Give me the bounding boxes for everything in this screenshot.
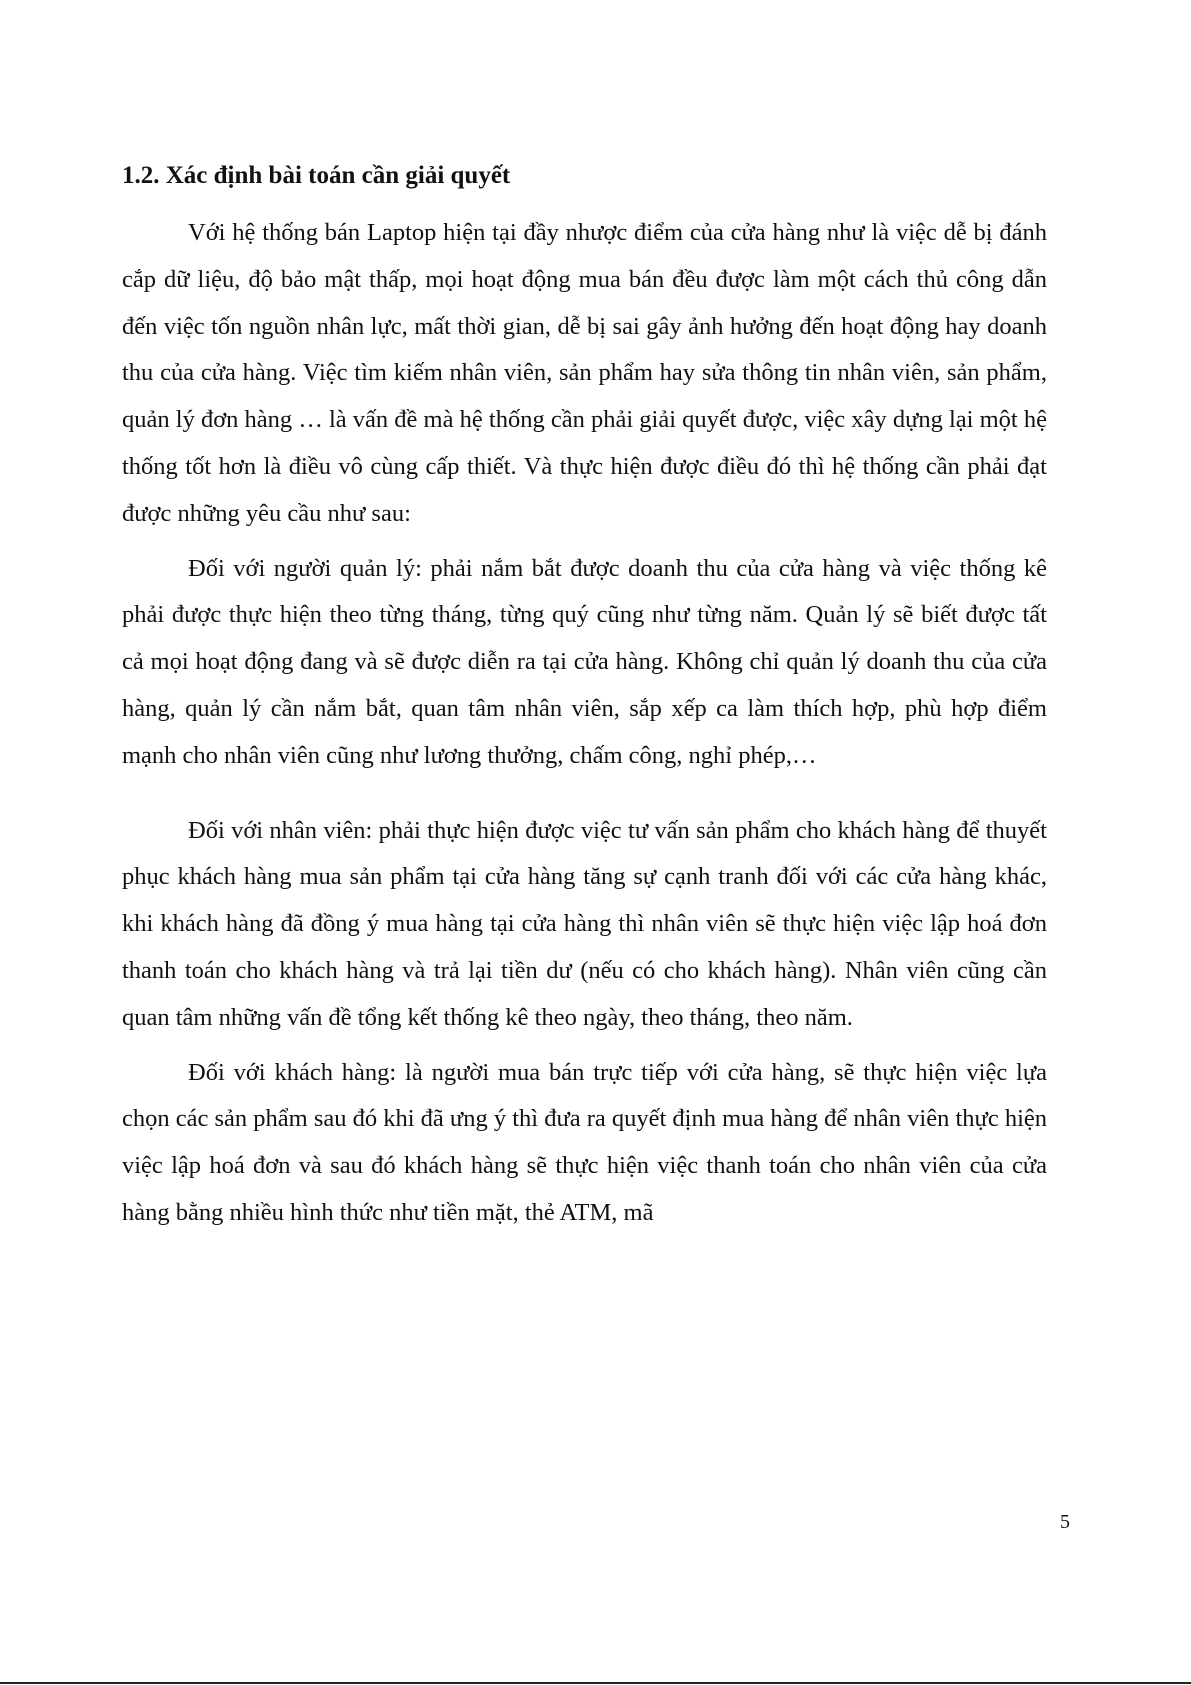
- page-number: 5: [1060, 1511, 1070, 1533]
- paragraph-manager: Đối với người quản lý: phải nắm bắt được doanh thu của cửa hàng và việc thống kê phải được thực hiện theo từng tháng, từng quý cũng như từng năm. Quản lý sẽ biết được tất cả mọi hoạt động đang và sẽ được diễn ra tại cửa hàng. Không chỉ quản lý doanh thu của cửa hàng, quản lý cần nắm bắt, quan tâm nhân viên, sắp xếp ca làm thích hợp, phù hợp điểm mạnh cho nhân viên cũng như lương thưởng, chấm công, nghỉ phép,…: [122, 554, 1047, 769]
- bottom-divider: [0, 1682, 1191, 1684]
- paragraph-intro: Với hệ thống bán Laptop hiện tại đầy nhược điểm của cửa hàng như là việc dễ bị đánh cắp dữ liệu, độ bảo mật thấp, mọi hoạt động mua bán đều được làm một cách thủ công dẫn đến việc tốn nguồn nhân lực, mất thời gian, dễ bị sai gây ảnh hưởng đến hoạt động hay doanh thu của cửa hàng. Việc tìm kiếm nhân viên, sản phẩm hay sửa thông tin nhân viên, sản phẩm, quản lý đơn hàng … là vấn đề mà hệ thống cần phải giải quyết được, việc xây dựng lại một hệ thống tốt hơn là điều vô cùng cấp thiết. Và thực hiện được điều đó thì hệ thống cần phải đạt được những yêu cầu như sau:: [122, 219, 1047, 527]
- paragraph-customer: Đối với khách hàng: là người mua bán trực tiếp với cửa hàng, sẽ thực hiện việc lựa chọn các sản phẩm sau đó khi đã ưng ý thì đưa ra quyết định mua hàng để nhân viên thực hiện việc lập hoá đơn và sau đó khách hàng sẽ thực hiện việc thanh toán cho nhân viên của cửa hàng bằng nhiều hình thức như tiền mặt, thẻ ATM, mã: [122, 1058, 1047, 1226]
- paragraph-employee: Đối với nhân viên: phải thực hiện được việc tư vấn sản phẩm cho khách hàng để thuyết phục khách hàng mua sản phẩm tại cửa hàng tăng sự cạnh tranh đối với các cửa hàng khác, khi khách hàng đã đồng ý mua hàng tại cửa hàng thì nhân viên sẽ thực hiện việc lập hoá đơn thanh toán cho khách hàng và trả lại tiền dư (nếu có cho khách hàng). Nhân viên cũng cần quan tâm những vấn đề tổng kết thống kê theo ngày, theo tháng, theo năm.: [122, 816, 1047, 1031]
- body-text: [122, 210, 1047, 1237]
- section-heading: 1.2. Xác định bài toán cần giải quyết: [122, 161, 511, 189]
